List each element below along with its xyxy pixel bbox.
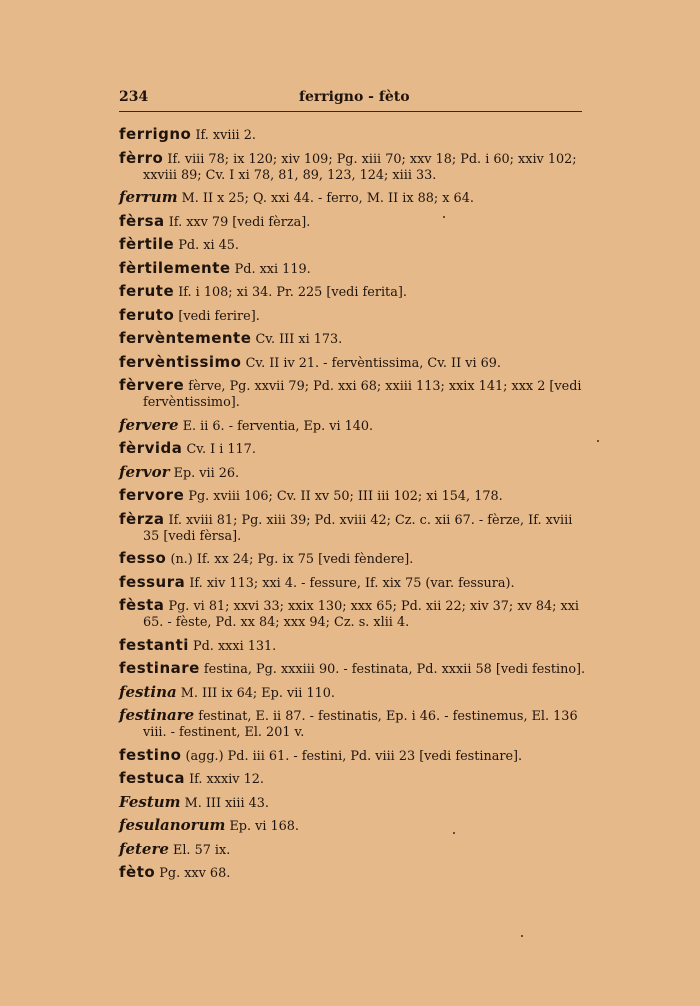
entry-headword: festina [119, 682, 177, 701]
entry-body: Pg. vi 81; xxvi 33; xxix 130; xxx 65; Pd. xii 22; xiv 37; xv 84; xxi 65. - fèste, Pd. xx 84; xxx 94; Cz. s. xlii 4. [143, 599, 580, 630]
dictionary-entry [119, 417, 589, 435]
running-title: ferrigno - fèto [299, 89, 410, 105]
entry-headword: fesso [119, 549, 167, 567]
dictionary-entry [119, 684, 589, 702]
entry-body: Ep. vii 26. [173, 465, 240, 481]
entry-headword: festanti [119, 635, 189, 654]
header-rule [119, 111, 582, 112]
entry-body: If. xviii 81; Pg. xiii 39; Pd. xviii 42; Cz. c. xii 67. - fèrze, If. xviii 35 [vedi fèrsa]. [143, 512, 573, 544]
entry-body: festinat, E. ii 87. - festinatis, Ep. i 46. - festinemus, El. 136 viii. - festinent, El. 201 v. [143, 709, 578, 740]
speck [443, 216, 445, 218]
entry-headword: fetere [119, 839, 169, 858]
dictionary-entry [119, 189, 589, 207]
dictionary-entry [119, 440, 589, 458]
entry-body: Cv. III xi 173. [255, 332, 343, 347]
entry-body: Pd. xxi 119. [234, 261, 311, 277]
dictionary-entry [119, 747, 589, 765]
entry-headword: festinare [119, 659, 200, 677]
entry-headword: fèrro [119, 148, 164, 167]
dictionary-entry [119, 550, 589, 568]
entry-body: Cv. II iv 21. - fervèntissima, Cv. II vi 69. [245, 355, 501, 371]
dictionary-entry [119, 574, 589, 592]
page-number: 234 [119, 89, 149, 105]
entry-list [119, 126, 589, 888]
dictionary-entry [119, 637, 589, 655]
dictionary-entry [119, 260, 589, 278]
entry-body: festina, Pg. xxxiii 90. - festinata, Pd. xxxii 58 [vedi festino]. [203, 662, 586, 677]
entry-body: M. II x 25; Q. xxi 44. - ferro, M. II ix 88; x 64. [181, 191, 474, 206]
dictionary-entry [119, 864, 589, 882]
entry-headword: fèrsa [119, 211, 165, 230]
entry-body: E. ii 6. - ferventia, Ep. vi 140. [182, 418, 374, 434]
dictionary-entry [119, 354, 589, 372]
entry-headword: festuca [119, 769, 185, 787]
dictionary-entry [119, 236, 589, 254]
dictionary-entry [119, 377, 589, 411]
entry-body: (agg.) Pd. iii 61. - festini, Pd. viii 23 [vedi festinare]. [185, 748, 523, 764]
entry-body: Pg. xxv 68. [159, 866, 231, 881]
entry-body: If. i 108; xi 34. Pr. 225 [vedi ferita]. [178, 285, 407, 300]
entry-headword: festino [119, 745, 182, 764]
dictionary-entry [119, 511, 589, 545]
entry-body: M. III xiii 43. [184, 795, 269, 811]
entry-body: If. viii 78; ix 120; xiv 109; Pg. xiii 70; xxv 18; Pd. i 60; xxiv 102; xxviii 89; Cv. I xi 78, 81, 89, 123, 124; xiii 33. [143, 151, 577, 183]
entry-body: Pg. xviii 106; Cv. II xv 50; III iii 102; xi 154, 178. [188, 489, 503, 504]
entry-headword: fesulanorum [119, 816, 226, 834]
dictionary-entry [119, 597, 589, 631]
entry-headword: fèrvida [119, 439, 183, 457]
dictionary-entry [119, 464, 589, 482]
entry-headword: ferrigno [119, 125, 192, 143]
entry-headword: ferute [119, 282, 175, 300]
dictionary-entry [119, 487, 589, 505]
entry-body: If. xviii 2. [195, 128, 256, 143]
entry-headword: fervèntemente [119, 329, 252, 347]
entry-headword: Festum [119, 792, 181, 811]
entry-body: Cv. I i 117. [186, 442, 256, 457]
dictionary-entry [119, 660, 589, 678]
entry-body: El. 57 ix. [173, 842, 231, 858]
entry-headword: fervore [119, 486, 185, 504]
dictionary-entry [119, 770, 589, 788]
speck [453, 832, 455, 834]
entry-body: fèrve, Pg. xxvii 79; Pd. xxi 68; xxiii 113; xxix 141; xxx 2 [vedi fervèntissimo]. [143, 379, 582, 410]
entry-body: [vedi ferire]. [178, 308, 260, 324]
entry-headword: fèrvere [119, 376, 185, 394]
entry-headword: feruto [119, 305, 175, 324]
entry-headword: festinare [119, 706, 195, 724]
entry-headword: fervèntissimo [119, 352, 242, 371]
dictionary-entry [119, 283, 589, 301]
entry-headword: fervere [119, 415, 179, 434]
dictionary-entry [119, 330, 589, 348]
entry-body: Ep. vi 168. [229, 819, 299, 834]
dictionary-entry [119, 817, 589, 835]
entry-headword: fervor [119, 462, 170, 481]
entry-headword: fessura [119, 572, 186, 591]
entry-body: If. xxxiv 12. [189, 772, 264, 787]
entry-body: If. xxv 79 [vedi fèrza]. [168, 214, 311, 230]
entry-body: If. xiv 113; xxi 4. - fessure, If. xix 75 (var. fessura). [189, 575, 515, 591]
entry-body: (n.) If. xx 24; Pg. ix 75 [vedi fèndere]. [170, 552, 414, 567]
entry-headword: ferrum [119, 188, 178, 206]
speck [597, 440, 599, 442]
speck [521, 935, 523, 937]
entry-body: Pd. xi 45. [178, 238, 239, 253]
dictionary-entry [119, 307, 589, 325]
dictionary-entry [119, 213, 589, 231]
entry-body: M. III ix 64; Ep. vii 110. [180, 685, 335, 701]
entry-headword: fèrtilemente [119, 258, 231, 277]
dictionary-entry [119, 126, 589, 144]
dictionary-entry [119, 707, 589, 741]
dictionary-entry [119, 794, 589, 812]
entry-body: Pd. xxxi 131. [193, 638, 277, 654]
entry-headword: fèrtile [119, 235, 175, 253]
dictionary-entry [119, 150, 589, 184]
dictionary-entry [119, 841, 589, 859]
entry-headword: fèsta [119, 596, 165, 614]
entry-headword: fèto [119, 863, 156, 881]
entry-headword: fèrza [119, 509, 165, 528]
